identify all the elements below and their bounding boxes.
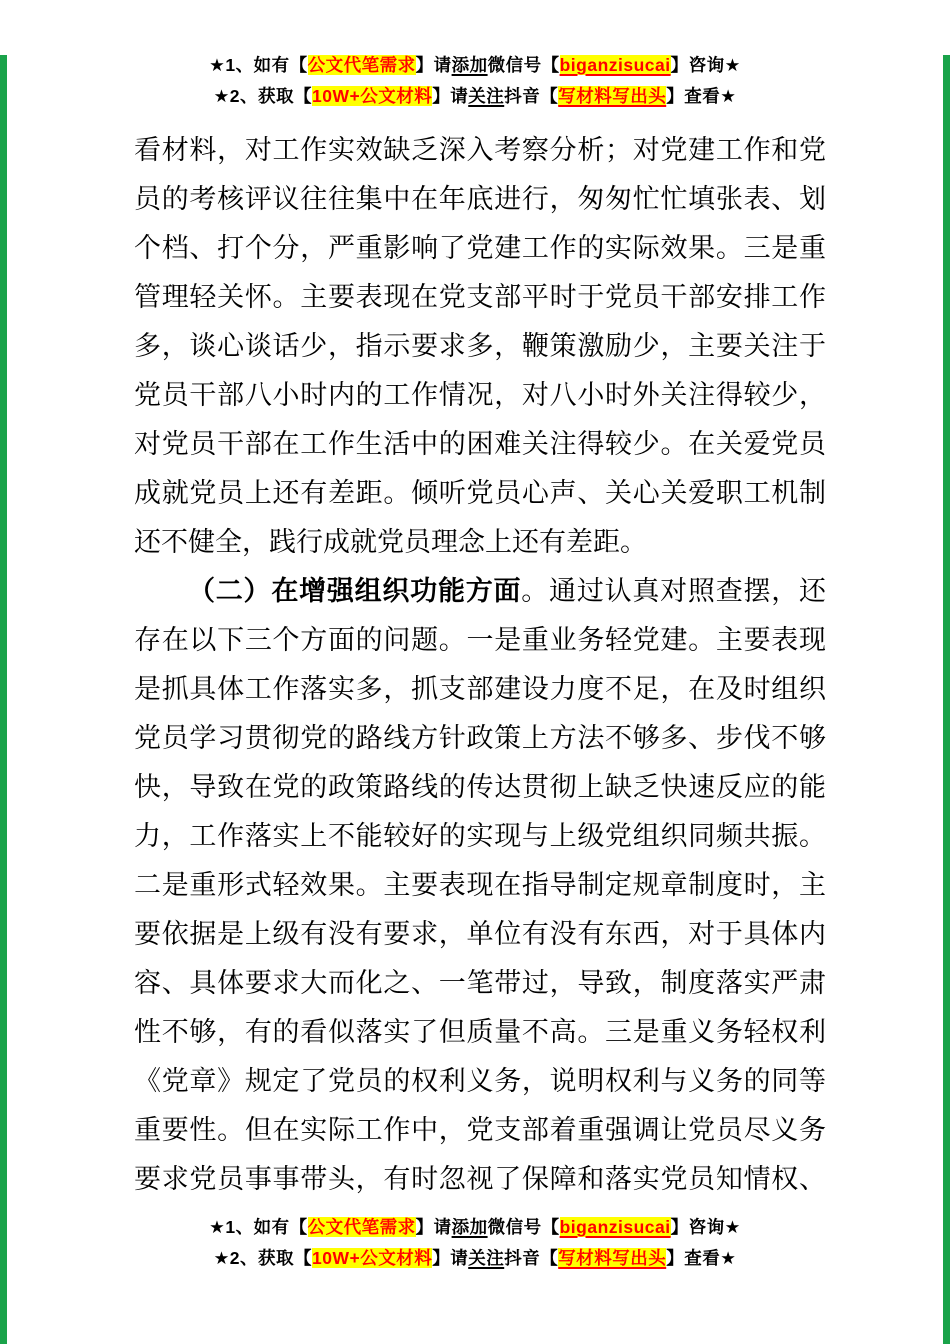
body-text-line: [134, 567, 826, 616]
document-body: [134, 126, 826, 1204]
header-promo-notice: [0, 50, 950, 112]
promo-text: 添加: [451, 55, 488, 75]
body-text-line: [134, 371, 826, 420]
body-text-line: [134, 322, 826, 371]
promo-text: 关注: [468, 86, 505, 106]
body-text: 管理轻关怀。主要表现在党支部平时于党员干部安排工作: [134, 282, 826, 312]
promo-highlight-text: 10W+公文材料: [312, 1248, 433, 1268]
body-text: 重要性。但在实际工作中，党支部着重强调让党员尽义务: [134, 1115, 826, 1145]
promo-highlight-text: 10W+公文材料: [312, 86, 433, 106]
body-text: 多，谈心谈话少，指示要求多，鞭策激励少，主要关注于: [134, 331, 826, 361]
promo-text: 】请: [432, 86, 469, 106]
left-edge-bar: [0, 55, 7, 1344]
body-text: 存在以下三个方面的问题。一是重业务轻党建。主要表现: [134, 625, 826, 655]
body-text: 力，工作落实上不能较好的实现与上级党组织同频共振。: [134, 821, 826, 851]
promo-text: 抖音【: [504, 86, 559, 106]
promo-text: 微信号【: [487, 1217, 560, 1237]
body-text: 。通过认真对照查摆，还: [521, 576, 827, 606]
promo-line-1: [0, 50, 950, 81]
promo-text: 】查看★: [666, 1248, 737, 1268]
body-text: 容、具体要求大而化之、一笔带过，导致，制度落实严肃: [134, 968, 826, 998]
body-text-line: [134, 812, 826, 861]
promo-text: 】请: [432, 1248, 469, 1268]
body-text-line: [134, 763, 826, 812]
promo-text: ★2、获取【: [213, 1248, 312, 1268]
body-text: 看材料，对工作实效缺乏深入考察分析；对党建工作和党: [134, 135, 826, 165]
promo-text: ★1、如有【: [209, 1217, 308, 1237]
promo-text: 】咨询★: [670, 1217, 741, 1237]
body-text: 对党员干部在工作生活中的困难关注得较少。在关爱党员: [134, 429, 826, 459]
promo-text: 关注: [468, 1248, 505, 1268]
promo-text: 添加: [451, 1217, 488, 1237]
footer-promo-notice: [0, 1212, 950, 1274]
body-text: 快，导致在党的政策路线的传达贯彻上缺乏快速反应的能: [134, 772, 826, 802]
promo-text: 】咨询★: [670, 55, 741, 75]
body-text: 性不够，有的看似落实了但质量不高。三是重义务轻权利: [134, 1017, 826, 1047]
body-text: 要依据是上级有没有要求，单位有没有东西，对于具体内: [134, 919, 826, 949]
promo-highlight-text: 公文代笔需求: [307, 1217, 416, 1237]
promo-line-2: [0, 1243, 950, 1274]
promo-highlight-text: biganzisucai: [559, 55, 671, 75]
promo-highlight-text: biganzisucai: [559, 1217, 671, 1237]
body-text-line: [134, 1057, 826, 1106]
body-text-line: [134, 665, 826, 714]
body-text-line: [134, 910, 826, 959]
promo-highlight-text: 公文代笔需求: [307, 55, 416, 75]
body-text: 成就党员上还有差距。倾听党员心声、关心关爱职工机制: [134, 478, 826, 508]
body-text-line: [134, 616, 826, 665]
body-text: 要求党员事事带头，有时忽视了保障和落实党员知情权、: [134, 1164, 826, 1194]
promo-text: ★2、获取【: [213, 86, 312, 106]
body-bold-text: （二）在增强组织功能方面: [188, 576, 522, 606]
promo-line-1: [0, 1212, 950, 1243]
body-text-line: [134, 175, 826, 224]
body-text-line: [134, 224, 826, 273]
body-text: 党员学习贯彻党的路线方针政策上方法不够多、步伐不够: [134, 723, 826, 753]
promo-text: 】查看★: [666, 86, 737, 106]
body-text-line: [134, 959, 826, 1008]
body-text-line: [134, 1106, 826, 1155]
body-text: 员的考核评议往往集中在年底进行，匆匆忙忙填张表、划: [134, 184, 826, 214]
body-text: 《党章》规定了党员的权利义务，说明权利与义务的同等: [134, 1066, 826, 1096]
promo-text: 抖音【: [504, 1248, 559, 1268]
body-text: 个档、打个分，严重影响了党建工作的实际效果。三是重: [134, 233, 826, 263]
promo-text: ★1、如有【: [209, 55, 308, 75]
body-text: 是抓具体工作落实多，抓支部建设力度不足，在及时组织: [134, 674, 826, 704]
body-text-line: [134, 1008, 826, 1057]
body-text-line: [134, 273, 826, 322]
body-text: 二是重形式轻效果。主要表现在指导制定规章制度时，主: [134, 870, 826, 900]
promo-text: 微信号【: [487, 55, 560, 75]
body-text-line: [134, 861, 826, 910]
body-text-line: [134, 420, 826, 469]
body-text-line: [134, 714, 826, 763]
right-edge-bar: [943, 55, 950, 1344]
body-text: 还不健全，践行成就党员理念上还有差距。: [134, 527, 647, 557]
body-text-line: [134, 126, 826, 175]
body-text-line: [134, 518, 826, 567]
promo-highlight-text: 写材料写出头: [558, 1248, 667, 1268]
promo-text: 】请: [415, 55, 452, 75]
promo-text: 】请: [415, 1217, 452, 1237]
body-text: 党员干部八小时内的工作情况，对八小时外关注得较少，: [134, 380, 826, 410]
promo-line-2: [0, 81, 950, 112]
body-text-line: [134, 469, 826, 518]
body-text-line: [134, 1155, 826, 1204]
promo-highlight-text: 写材料写出头: [558, 86, 667, 106]
